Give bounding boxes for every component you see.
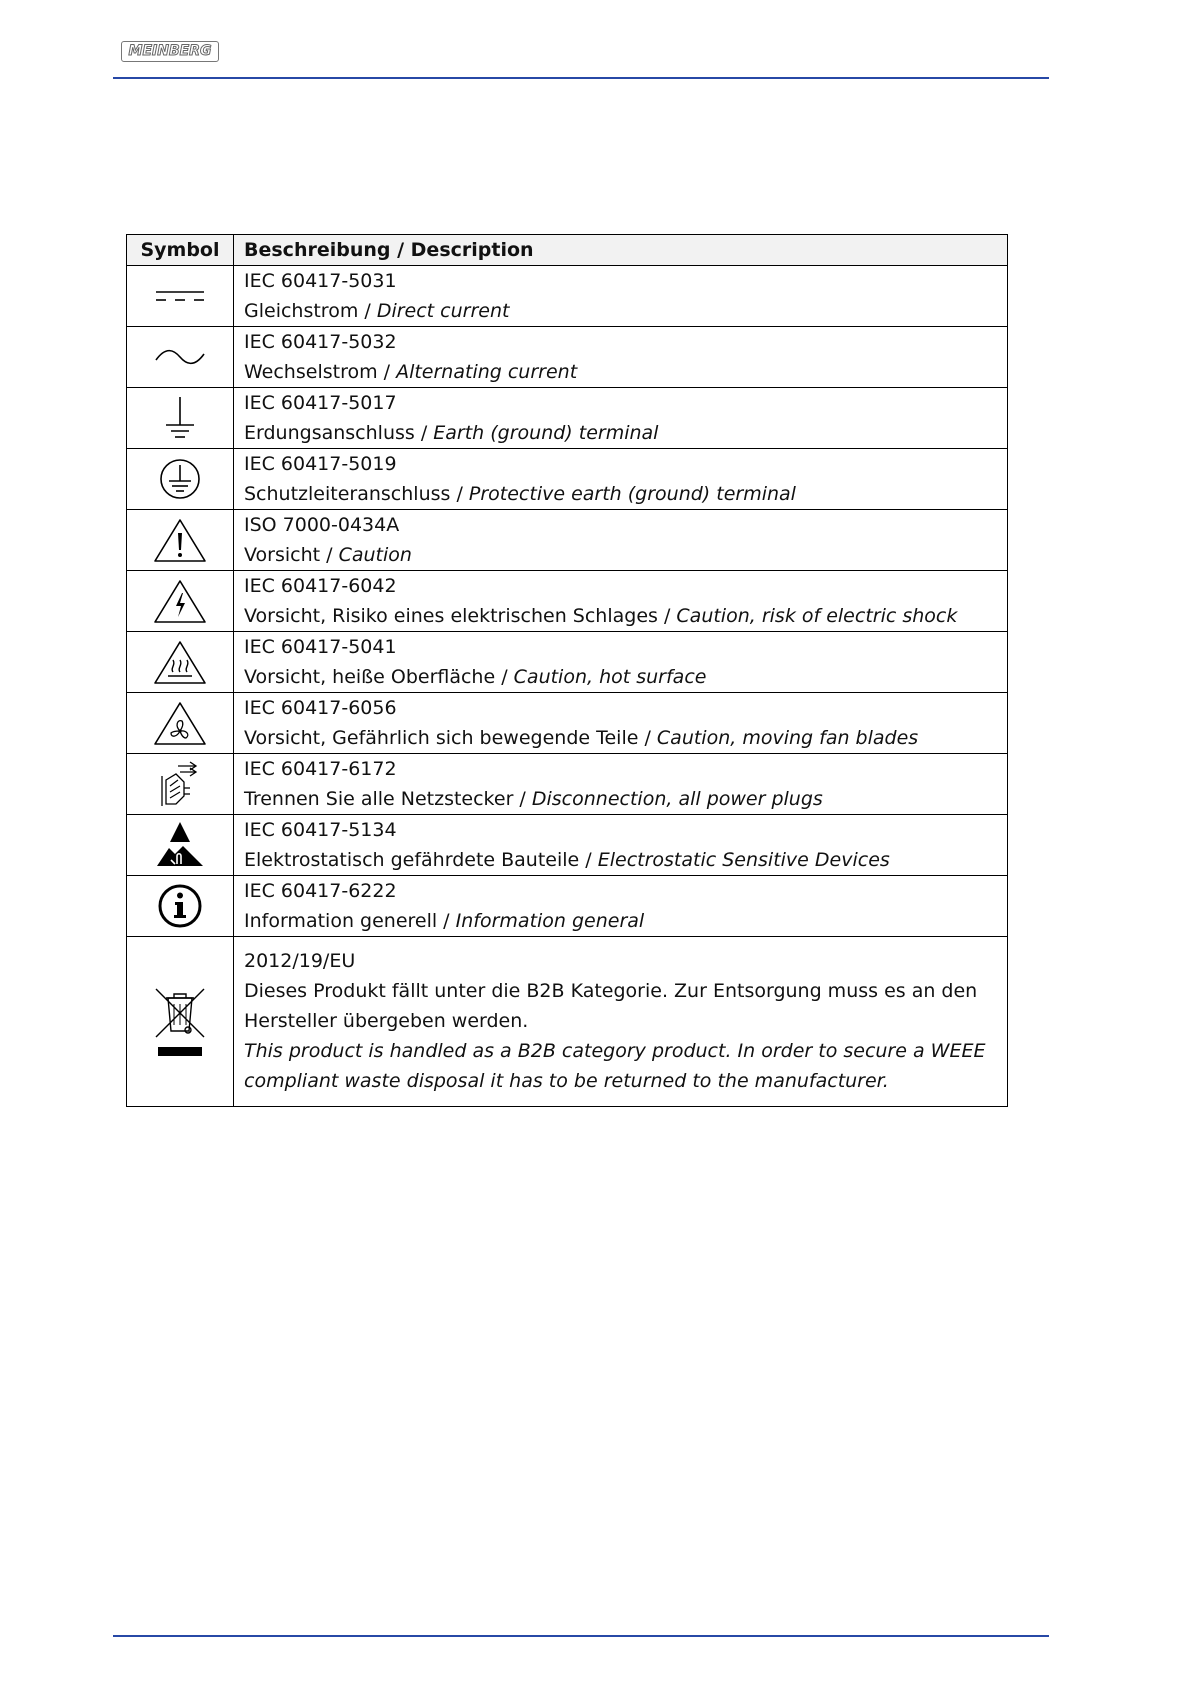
standard-code: IEC 60417-6172 bbox=[244, 758, 397, 780]
description-en: Direct current bbox=[376, 300, 510, 322]
description-de: Information generell / bbox=[244, 910, 456, 932]
description-en: Earth (ground) terminal bbox=[433, 422, 659, 444]
description-de: Trennen Sie alle Netzstecker / bbox=[244, 788, 532, 810]
standard-code: IEC 60417-6222 bbox=[244, 880, 397, 902]
information-icon bbox=[157, 883, 203, 929]
description-de: Wechselstrom / bbox=[244, 361, 397, 383]
standard-code: IEC 60417-5017 bbox=[244, 392, 397, 414]
direct-current-icon bbox=[152, 286, 208, 306]
description-en: Caution bbox=[338, 544, 412, 566]
esd-icon bbox=[153, 820, 207, 870]
description-de: Vorsicht, Gefährlich sich bewegende Teile / bbox=[244, 727, 657, 749]
table-row bbox=[127, 510, 1008, 571]
description-de: Gleichstrom / bbox=[244, 300, 377, 322]
fan-blades-icon bbox=[153, 700, 207, 746]
description-en: Protective earth (ground) terminal bbox=[468, 483, 796, 505]
table-header-row bbox=[127, 235, 1008, 266]
table-row bbox=[127, 632, 1008, 693]
safety-symbols-table bbox=[126, 234, 1008, 1107]
weee-bin-icon bbox=[152, 985, 208, 1059]
table-row bbox=[127, 571, 1008, 632]
description-en: Caution, risk of electric shock bbox=[676, 605, 958, 627]
description-de: Hersteller übergeben werden. bbox=[244, 1010, 529, 1032]
header-rule bbox=[113, 77, 1049, 79]
description-column-header: Beschreibung / Description bbox=[234, 235, 1008, 266]
earth-ground-icon bbox=[160, 395, 200, 441]
table-row bbox=[127, 388, 1008, 449]
standard-code: IEC 60417-5134 bbox=[244, 819, 397, 841]
electric-shock-icon bbox=[153, 578, 207, 624]
description-de: Elektrostatisch gefährdete Bauteile / bbox=[244, 849, 598, 871]
description-en: Information general bbox=[455, 910, 645, 932]
description-en: This product is handled as a B2B category product. In order to secure a WEEE bbox=[244, 1040, 986, 1062]
description-en: compliant waste disposal it has to be returned to the manufacturer. bbox=[244, 1070, 889, 1092]
standard-code: ISO 7000-0434A bbox=[244, 514, 400, 536]
table-row bbox=[127, 815, 1008, 876]
description-de: Dieses Produkt fällt unter die B2B Kategorie. Zur Entsorgung muss es an den bbox=[244, 980, 978, 1002]
table-row bbox=[127, 266, 1008, 327]
standard-code: 2012/19/EU bbox=[244, 950, 356, 972]
description-en: Electrostatic Sensitive Devices bbox=[597, 849, 890, 871]
standard-code: IEC 60417-6056 bbox=[244, 697, 397, 719]
description-en: Alternating current bbox=[396, 361, 578, 383]
description-en: Caution, moving fan blades bbox=[656, 727, 919, 749]
meinberg-logo: MEINBERG bbox=[121, 41, 219, 62]
description-de: Vorsicht / bbox=[244, 544, 339, 566]
table-row bbox=[127, 693, 1008, 754]
table-row bbox=[127, 327, 1008, 388]
description-de: Erdungsanschluss / bbox=[244, 422, 434, 444]
standard-code: IEC 60417-6042 bbox=[244, 575, 397, 597]
hot-surface-icon bbox=[153, 639, 207, 685]
symbol-column-header: Symbol bbox=[127, 235, 234, 266]
table-row bbox=[127, 937, 1008, 1107]
footer-rule bbox=[113, 1635, 1049, 1637]
standard-code: IEC 60417-5041 bbox=[244, 636, 397, 658]
description-de: Schutzleiteranschluss / bbox=[244, 483, 469, 505]
table-row bbox=[127, 754, 1008, 815]
standard-code: IEC 60417-5031 bbox=[244, 270, 397, 292]
description-en: Caution, hot surface bbox=[513, 666, 707, 688]
caution-icon bbox=[153, 517, 207, 563]
alternating-current-icon bbox=[152, 346, 208, 368]
disconnect-plugs-icon bbox=[156, 760, 204, 808]
description-de: Vorsicht, heiße Oberfläche / bbox=[244, 666, 514, 688]
description-en: Disconnection, all power plugs bbox=[531, 788, 823, 810]
protective-earth-icon bbox=[158, 457, 202, 501]
description-de: Vorsicht, Risiko eines elektrischen Schlages / bbox=[244, 605, 677, 627]
standard-code: IEC 60417-5032 bbox=[244, 331, 397, 353]
table-row bbox=[127, 449, 1008, 510]
standard-code: IEC 60417-5019 bbox=[244, 453, 397, 475]
table-row bbox=[127, 876, 1008, 937]
